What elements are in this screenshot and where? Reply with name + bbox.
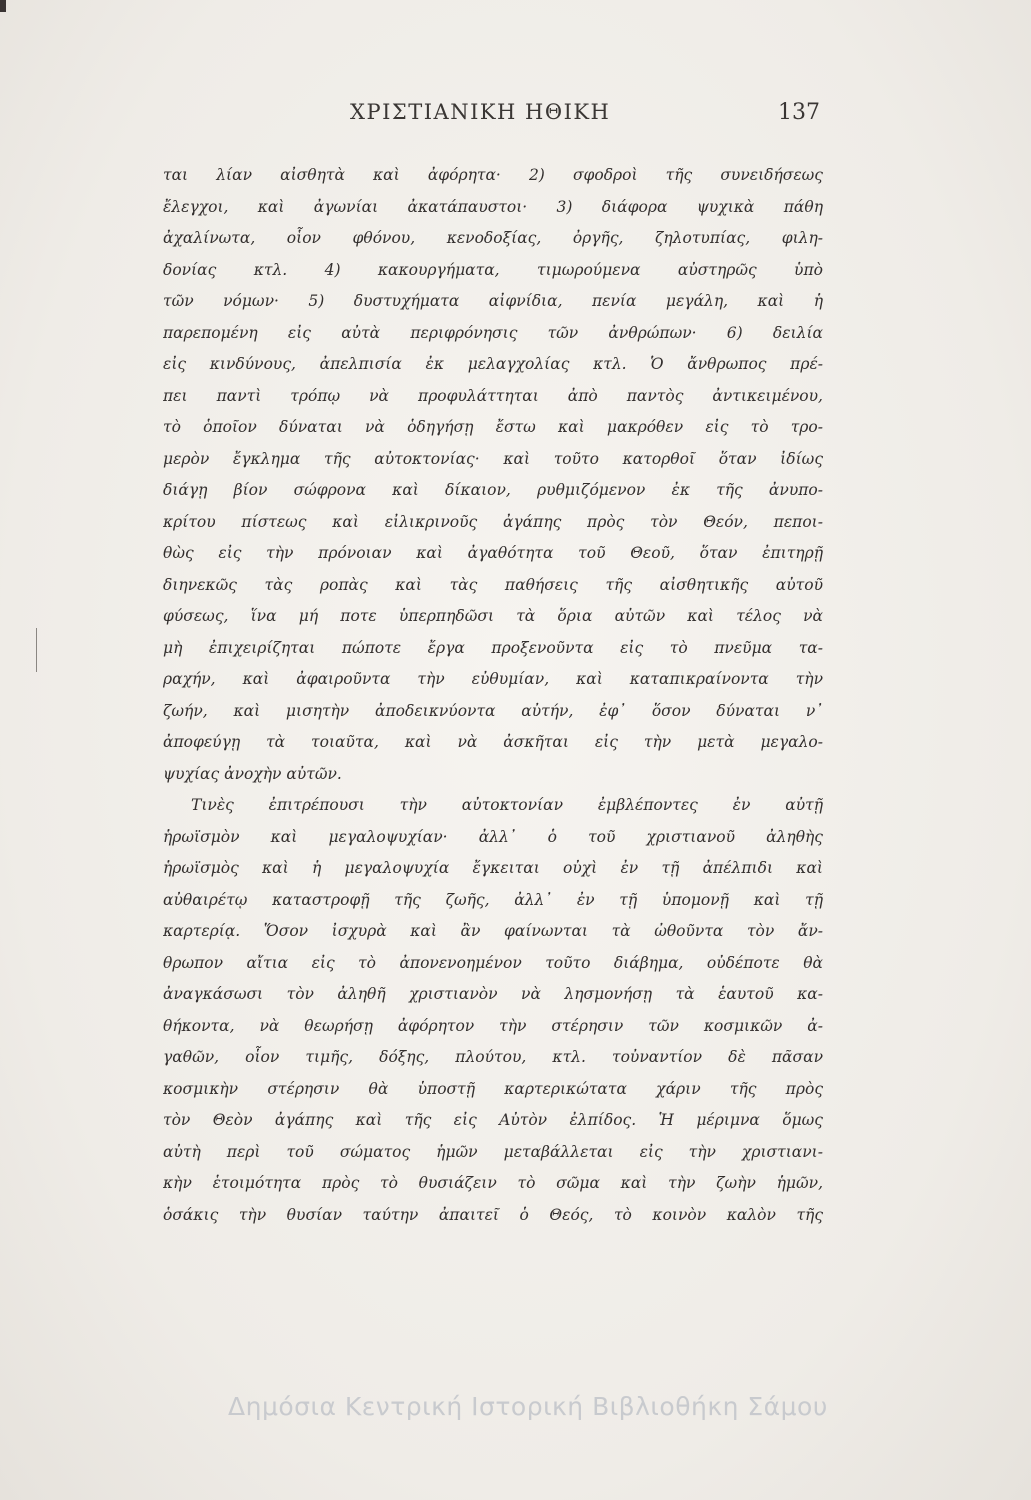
text-line: τὸ ὁποῖον δύναται νὰ ὁδηγήσῃ ἔστω καὶ μακρόθεν εἰς τὸ τρο-	[163, 418, 823, 436]
scan-edge-mark	[0, 0, 6, 12]
paragraph-start-line: Τινὲς ἐπιτρέπουσι τὴν αὐτοκτονίαν ἐμβλέποντες ἐν αὐτῇ	[191, 796, 823, 814]
text-line: θρωπον αἴτια εἰς τὸ ἀπονενοημένον τοῦτο διάβημα, οὐδέποτε θὰ	[163, 953, 823, 972]
text-line: παρεπομένη εἰς αὐτὰ περιφρόνησις τῶν ἀνθρώπων· 6) δειλία	[163, 323, 823, 342]
text-line: ὁσάκις τὴν θυσίαν ταύτην ἀπαιτεῖ ὁ Θεός, τὸ κοινὸν καλὸν τῆς	[163, 1205, 823, 1224]
text-line: ται λίαν αἰσθητὰ καὶ ἀφόρητα· 2) σφοδροὶ τῆς συνειδήσεως	[163, 166, 823, 184]
running-header: ΧΡΙΣΤΙΑΝΙΚΗ ΗΘΙΚΗ	[350, 100, 611, 124]
text-line: ἀποφεύγῃ τὰ τοιαῦτα, καὶ νὰ ἀσκῆται εἰς τὴν μετὰ μεγαλο-	[163, 733, 823, 751]
text-line: κρίτου πίστεως καὶ εἰλικρινοῦς ἀγάπης πρὸς τὸν Θεόν, πεποι-	[163, 512, 823, 531]
library-watermark: Δημόσια Κεντρική Ιστορική Βιβλιοθήκη Σάμου	[228, 1392, 828, 1421]
text-line: δονίας κτλ. 4) κακουργήματα, τιμωρούμενα αὐστηρῶς ὑπὸ	[163, 260, 823, 279]
text-line: κοσμικὴν στέρησιν θὰ ὑποστῇ καρτερικώτατα χάριν τῆς πρὸς	[163, 1079, 823, 1098]
text-line: ἀχαλίνωτα, οἷον φθόνου, κενοδοξίας, ὀργῆς, ζηλοτυπίας, φιλη-	[163, 229, 823, 247]
text-line: αὐθαιρέτῳ καταστροφῇ τῆς ζωῆς, ἀλλ᾽ ἐν τῇ ὑπομονῇ καὶ τῇ	[163, 890, 823, 909]
text-line: ἀναγκάσωσι τὸν ἀληθῆ χριστιανὸν νὰ λησμονήσῃ τὰ ἑαυτοῦ κα-	[163, 985, 823, 1003]
page-number: 137	[778, 100, 820, 125]
text-line: θὼς εἰς τὴν πρόνοιαν καὶ ἀγαθότητα τοῦ Θεοῦ, ὅταν ἐπιτηρῇ	[163, 544, 823, 562]
text-line: τὸν Θεὸν ἀγάπης καὶ τῆς εἰς Αὐτὸν ἐλπίδος. Ἡ μέριμνα ὅμως	[163, 1111, 823, 1129]
margin-mark	[36, 628, 37, 672]
text-line: τῶν νόμων· 5) δυστυχήματα αἰφνίδια, πενία μεγάλη, καὶ ἡ	[163, 292, 823, 310]
body-text	[163, 160, 823, 1231]
text-line: πει παντὶ τρόπῳ νὰ προφυλάττηται ἀπὸ παντὸς ἀντικειμένου,	[163, 386, 823, 405]
text-line: γαθῶν, οἷον τιμῆς, δόξης, πλούτου, κτλ. τοὐναντίον δὲ πᾶσαν	[163, 1048, 823, 1066]
text-line: αὐτὴ περὶ τοῦ σώματος ἡμῶν μεταβάλλεται εἰς τὴν χριστιανι-	[163, 1142, 823, 1161]
text-line: μερὸν ἔγκλημα τῆς αὐτοκτονίας· καὶ τοῦτο κατορθοῖ ὅταν ἰδίως	[163, 449, 823, 468]
text-line: διάγῃ βίον σώφρονα καὶ δίκαιον, ρυθμιζόμενον ἐκ τῆς ἀνυπο-	[163, 481, 823, 499]
text-line: ἔλεγχοι, καὶ ἀγωνίαι ἀκατάπαυστοι· 3) διάφορα ψυχικὰ πάθη	[163, 197, 823, 216]
text-line: διηνεκῶς τὰς ροπὰς καὶ τὰς παθήσεις τῆς αἰσθητικῆς αὐτοῦ	[163, 575, 823, 594]
text-line: θήκοντα, νὰ θεωρήσῃ ἀφόρητον τὴν στέρησιν τῶν κοσμικῶν ἀ-	[163, 1016, 823, 1035]
text-line: μὴ ἐπιχειρίζηται πώποτε ἔργα προξενοῦντα εἰς τὸ πνεῦμα τα-	[163, 638, 823, 657]
text-line: ζωήν, καὶ μισητὴν ἀποδεικνύοντα αὐτήν, ἐφ᾽ ὅσον δύναται ν᾽	[163, 701, 823, 720]
text-line: ἡρωϊσμὸν καὶ μεγαλοψυχίαν· ἀλλ᾽ ὁ τοῦ χριστιανοῦ ἀληθὴς	[163, 827, 823, 846]
text-line: καρτερίᾳ. Ὅσον ἰσχυρὰ καὶ ἂν φαίνωνται τὰ ὠθοῦντα τὸν ἄν-	[163, 922, 823, 940]
text-line: ἡρωϊσμὸς καὶ ἡ μεγαλοψυχία ἔγκειται οὐχὶ ἐν τῇ ἀπέλπιδι καὶ	[163, 859, 823, 877]
text-line: ραχήν, καὶ ἀφαιροῦντα τὴν εὐθυμίαν, καὶ καταπικραίνοντα τὴν	[163, 670, 823, 688]
text-line: κὴν ἑτοιμότητα πρὸς τὸ θυσιάζειν τὸ σῶμα καὶ τὴν ζωὴν ἡμῶν,	[163, 1174, 823, 1192]
text-line: εἰς κινδύνους, ἀπελπισία ἐκ μελαγχολίας κτλ. Ὁ ἄνθρωπος πρέ-	[163, 355, 823, 373]
text-line: ψυχίας ἀνοχὴν αὐτῶν.	[163, 764, 342, 783]
text-line: φύσεως, ἵνα μή ποτε ὑπερπηδῶσι τὰ ὅρια αὐτῶν καὶ τέλος νὰ	[163, 607, 823, 625]
